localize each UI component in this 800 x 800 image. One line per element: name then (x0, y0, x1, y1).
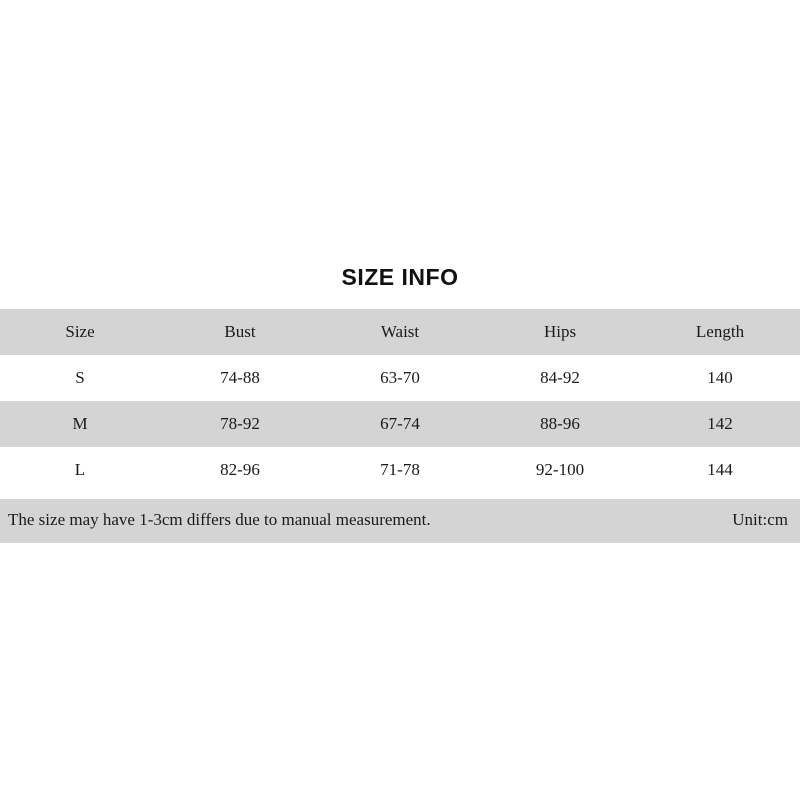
cell-hips: 92-100 (480, 447, 640, 493)
column-header-waist: Waist (320, 309, 480, 355)
cell-hips: 84-92 (480, 355, 640, 401)
table-row (0, 401, 800, 447)
cell-size: M (0, 401, 160, 447)
page-title: SIZE INFO (341, 264, 459, 290)
cell-length: 140 (640, 355, 800, 401)
cell-bust: 78-92 (160, 401, 320, 447)
measurement-note: The size may have 1-3cm differs due to manual measurement. (8, 510, 431, 529)
cell-size: L (0, 447, 160, 493)
cell-bust: 82-96 (160, 447, 320, 493)
table-row (0, 447, 800, 493)
cell-length: 142 (640, 401, 800, 447)
cell-hips: 88-96 (480, 401, 640, 447)
column-header-bust: Bust (160, 309, 320, 355)
cell-length: 144 (640, 447, 800, 493)
column-header-size: Size (0, 309, 160, 355)
table-row (0, 355, 800, 401)
cell-waist: 67-74 (320, 401, 480, 447)
size-info-table (0, 309, 800, 493)
column-header-hips: Hips (480, 309, 640, 355)
column-header-length: Length (640, 309, 800, 355)
cell-bust: 74-88 (160, 355, 320, 401)
table-header-row (0, 309, 800, 355)
cell-waist: 63-70 (320, 355, 480, 401)
cell-waist: 71-78 (320, 447, 480, 493)
cell-size: S (0, 355, 160, 401)
unit-label: Unit:cm (732, 510, 788, 529)
